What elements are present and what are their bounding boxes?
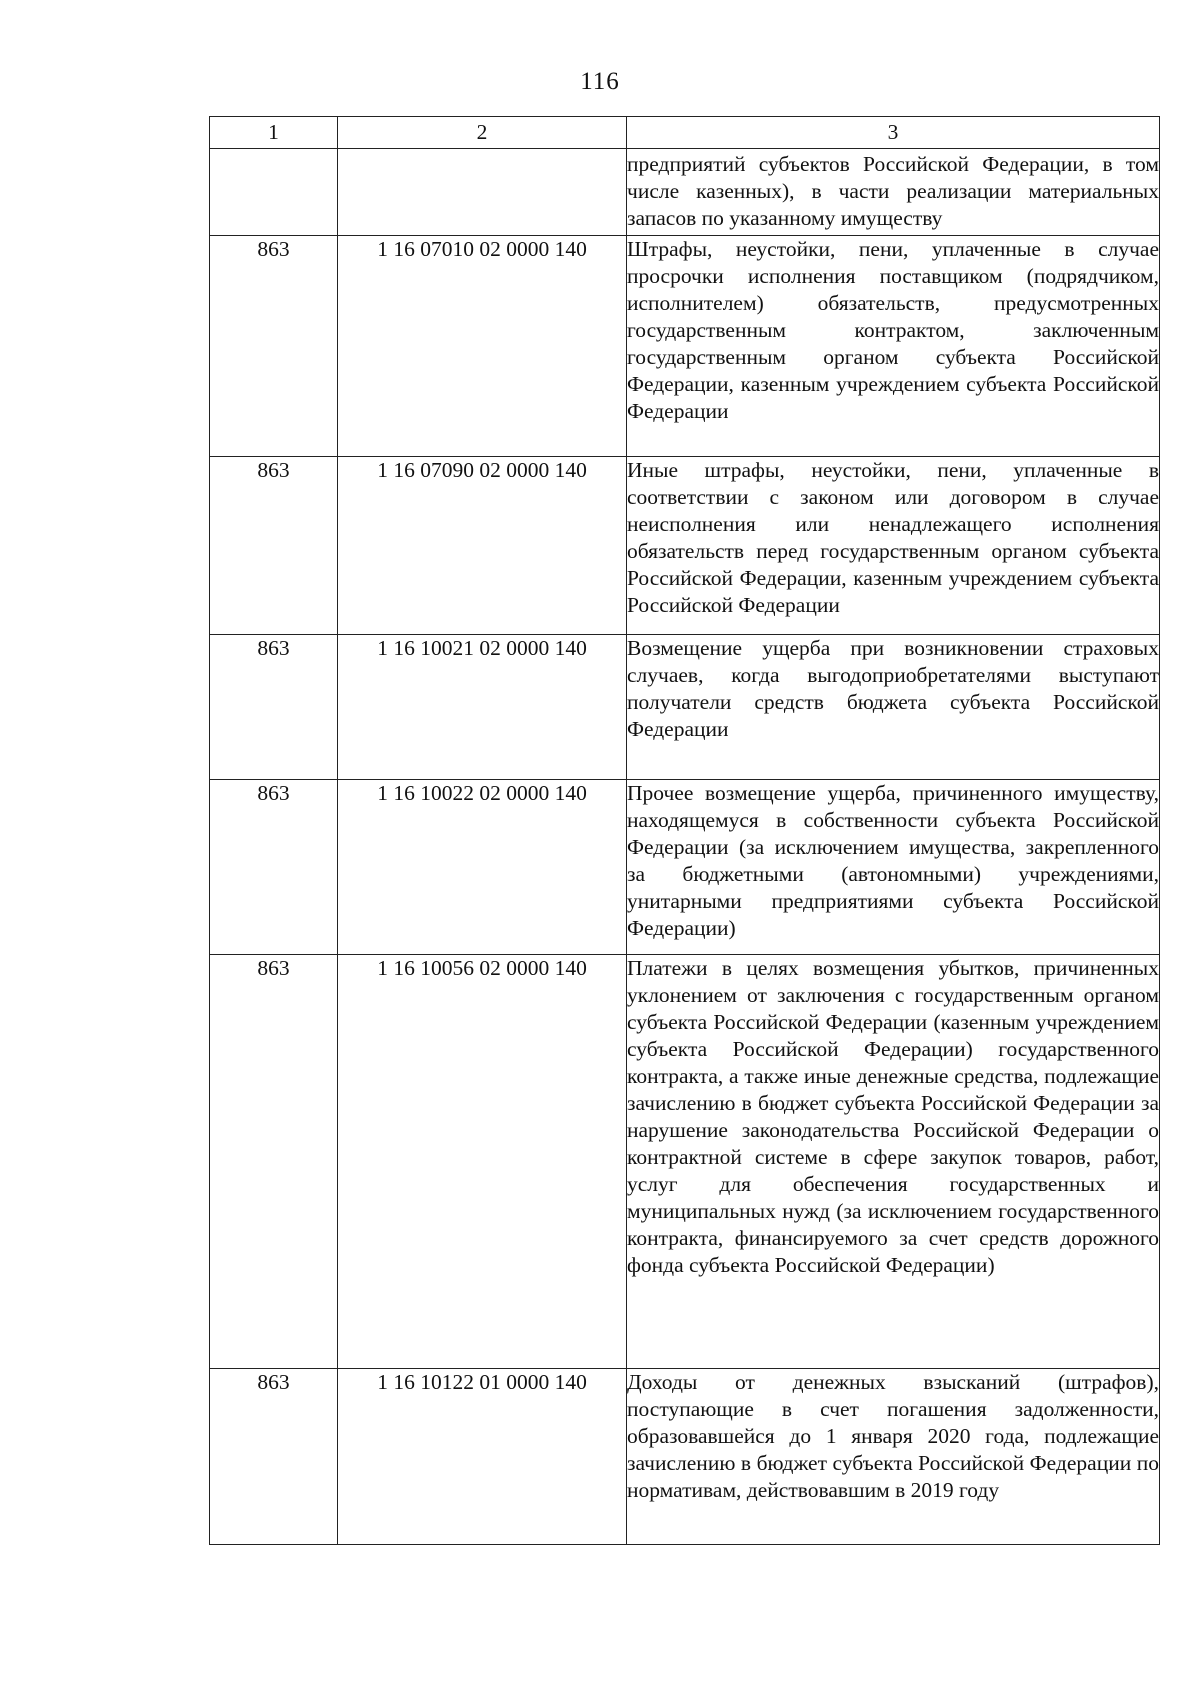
description-cell: Платежи в целях возмещения убытков, причиненных уклонением от заключения с государственным органом субъекта Российской Федерации (казенным учреждением субъекта Российской Федерации) государственного контракта, а также иные денежные средства, подлежащие зачислению в бюджет субъекта Российской Федерации за нарушение законодательства Российской Федерации о контрактной системе в сфере закупок товаров, работ, услуг для обеспечения государственных и муниципальных нужд (за исключением государственного контракта, финансируемого за счет средств дорожного фонда субъекта Российской Федерации)	[627, 955, 1160, 1369]
admin-code-cell: 863	[210, 635, 338, 780]
column-header-3: 3	[627, 117, 1160, 149]
budget-code-cell: 1 16 10022 02 0000 140	[338, 780, 627, 955]
table-row	[210, 780, 1160, 955]
budget-code-cell: 1 16 07090 02 0000 140	[338, 457, 627, 635]
page-number: 116	[580, 68, 620, 95]
description-cell: предприятий субъектов Российской Федерации, в том числе казенных), в части реализации материальных запасов по указанному имуществу	[627, 149, 1160, 236]
description-cell: Иные штрафы, неустойки, пени, уплаченные в соответствии с законом или договором в случае неисполнения или ненадлежащего исполнения обязательств перед государственным органом субъекта Российской Федерации, казенным учреждением субъекта Российской Федерации	[627, 457, 1160, 635]
table-row	[210, 236, 1160, 457]
table-row	[210, 955, 1160, 1369]
table-row	[210, 635, 1160, 780]
admin-code-cell: 863	[210, 236, 338, 457]
budget-code-cell: 1 16 10056 02 0000 140	[338, 955, 627, 1369]
admin-code-cell: 863	[210, 955, 338, 1369]
revenue-codes-table	[209, 116, 1160, 1545]
description-cell: Возмещение ущерба при возникновении страховых случаев, когда выгодоприобретателями выступают получатели средств бюджета субъекта Российской Федерации	[627, 635, 1160, 780]
admin-code-cell: 863	[210, 780, 338, 955]
admin-code-cell	[210, 149, 338, 236]
table-row	[210, 1369, 1160, 1545]
table-header-row	[210, 117, 1160, 149]
admin-code-cell: 863	[210, 457, 338, 635]
description-cell: Прочее возмещение ущерба, причиненного имуществу, находящемуся в собственности субъекта Российской Федерации (за исключением имущества, закрепленного за бюджетными (автономными) учреждениями, унитарными предприятиями субъекта Российской Федерации)	[627, 780, 1160, 955]
budget-code-cell	[338, 149, 627, 236]
description-cell: Доходы от денежных взысканий (штрафов), поступающие в счет погашения задолженности, образовавшейся до 1 января 2020 года, подлежащие зачислению в бюджет субъекта Российской Федерации по нормативам, действовавшим в 2019 году	[627, 1369, 1160, 1545]
table-row	[210, 457, 1160, 635]
budget-code-cell: 1 16 10021 02 0000 140	[338, 635, 627, 780]
budget-code-cell: 1 16 10122 01 0000 140	[338, 1369, 627, 1545]
table-row	[210, 149, 1160, 236]
budget-code-cell: 1 16 07010 02 0000 140	[338, 236, 627, 457]
admin-code-cell: 863	[210, 1369, 338, 1545]
column-header-1: 1	[210, 117, 338, 149]
description-cell: Штрафы, неустойки, пени, уплаченные в случае просрочки исполнения поставщиком (подрядчиком, исполнителем) обязательств, предусмотренных государственным контрактом, заключенным государственным органом субъекта Российской Федерации, казенным учреждением субъекта Российской Федерации	[627, 236, 1160, 457]
column-header-2: 2	[338, 117, 627, 149]
